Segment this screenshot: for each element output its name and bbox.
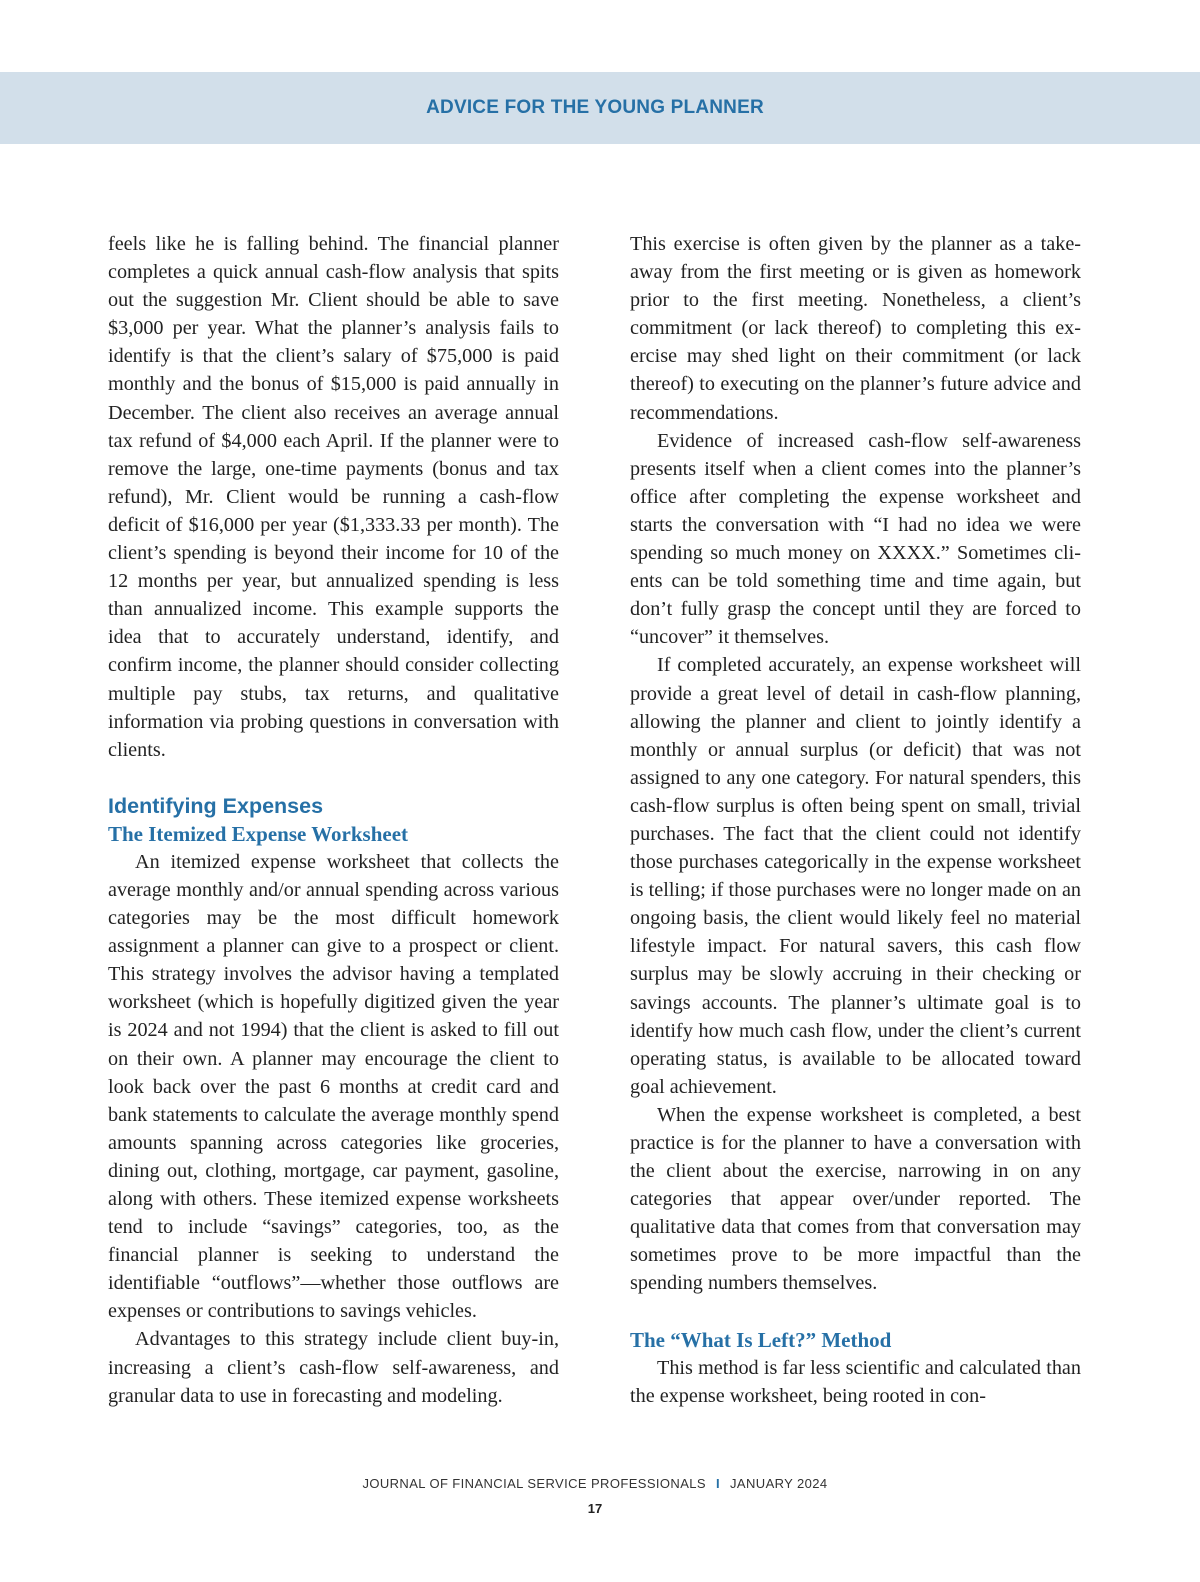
subsection-heading-method: The “What Is Left?” Method [630, 1327, 892, 1352]
right-paragraph-4: When the expense worksheet is completed, a best practice is for the planner to have a conversation with the client about the exercise, narrowing in on any categories that appear over/under reported. The qualitative data that comes from that conversation may sometimes prove to be more impactful than the spending numbers themselves. [630, 1103, 1081, 1295]
right-paragraph-1: This exercise is often given by the planner as a take-away from the first meeting or is given as homework prior to the first meeting. Nonetheless, a client’s commitment (or lack thereof) to completing this exercise may shed light on their commitment (or lack thereof) to executing on the planner’s future advice and recommendations. [630, 233, 1081, 424]
section-heading: Identifying Expenses [108, 793, 324, 818]
journal-name: JOURNAL OF FINANCIAL SERVICE PROFESSIONALS [362, 1476, 706, 1491]
right-paragraph-5: This method is far less scientific and calculated than the expense worksheet, being rooted in con- [630, 1356, 1081, 1407]
right-column [630, 230, 1081, 1410]
section-title: ADVICE FOR THE YOUNG PLANNER [426, 97, 764, 118]
right-paragraph-2: Evidence of increased cash-flow self-awareness presents itself when a client comes into the planner’s office after completing the expense worksheet and starts the conversation with “I had no idea we were spending so much money on XXXX.” Sometimes clients can be told something time and time again, but don’t fully grasp the concept until they are forced to “uncover” it themselves. [630, 429, 1081, 649]
subsection-heading: The Itemized Expense Worksheet [108, 821, 409, 846]
left-paragraph-2: An itemized expense worksheet that collects the average monthly and/or annual spending across various categories may be the most difficult homework assignment a planner can give to a prospect or client. This strategy involves the advisor having a templated worksheet (which is hopefully digitized given the year is 2024 and not 1994) that the client is asked to fill out on their own. A planner may encourage the client to look back over the past 6 months at credit card and bank statements to calculate the average monthly spend amounts spanning across categories like groceries, dining out, clothing, mortgage, car payment, gasoline, along with others. These itemized expense worksheets tend to include “savings” categories, too, as the financial planner is seeking to understand the identifiable “outflows”—whether those outflows are expenses or contributions to savings vehicles. [108, 850, 559, 1323]
left-column [108, 230, 559, 1410]
left-paragraph-1: feels like he is falling behind. The financial planner completes a quick annual cash-flow analysis that spits out the suggestion Mr. Client should be able to save $3,000 per year. What the planner’s analysis fails to identify is that the client’s salary of $75,000 is paid monthly and the bonus of $15,000 is paid annually in December. The client also receives an average annual tax refund of $4,000 each April. If the planner were to remove the large, one-time payments (bonus and tax refund), Mr. Client would be running a cash-flow deficit of $16,000 per year ($1,333.33 per month). The client’s spending is beyond their income for 10 of the 12 months per year, but annualized spending is less than annualized income. This example supports the idea that to accurately understand, identify, and confirm income, the planner should consider collecting multiple pay stubs, tax returns, and qualitative information via probing questions in conversation with clients. [108, 233, 559, 761]
issue-date: JANUARY 2024 [730, 1476, 828, 1491]
footer-line [0, 1476, 1190, 1491]
footer-separator: I [716, 1476, 721, 1491]
page-number: 17 [587, 1501, 603, 1516]
left-paragraph-3: Advantages to this strategy include client buy-in, increasing a client’s cash-flow self-awareness, and granular data to use in forecasting and modeling. [108, 1328, 559, 1407]
right-paragraph-3: If completed accurately, an expense worksheet will provide a great level of detail in cash-flow planning, allowing the planner and client to jointly identify a monthly or annual surplus (or deficit) that was not assigned to any one category. For natural spenders, this cash-flow surplus is often being spent on small, trivial purchases. The fact that the client could not identify those purchases categorically in the expense worksheet is telling; if those purchases were no longer made on an ongoing basis, the client would likely feel no material lifestyle impact. For natural savers, this cash flow surplus may be slowly accruing in their checking or savings accounts. The planner’s ultimate goal is to identify how much cash flow, under the client’s current operating status, is available to be allocated toward goal achievement. [630, 654, 1081, 1098]
